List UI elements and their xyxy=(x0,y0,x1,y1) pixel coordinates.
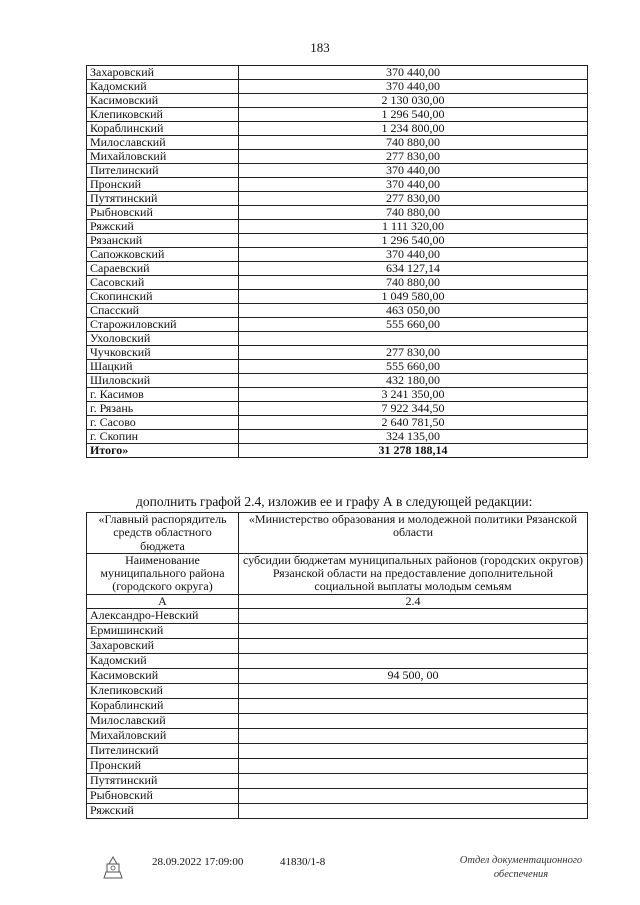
subsidy-value xyxy=(239,804,588,819)
header-municipality-label: Наименование муниципального района (городского округа) xyxy=(87,553,239,594)
table-row xyxy=(87,759,588,774)
subsidy-value xyxy=(239,789,588,804)
municipality-name: Захаровский xyxy=(87,639,239,654)
municipality-name: Путятинский xyxy=(87,774,239,789)
municipality-name: Сасовский xyxy=(87,276,239,290)
municipality-name: Пронский xyxy=(87,178,239,192)
table-row xyxy=(87,262,588,276)
header-subsidy-description: субсидии бюджетам муниципальных районов (городских округов) Рязанской области на предоставление дополнительной социальной выплаты молодым семьям xyxy=(239,553,588,594)
subsidy-value xyxy=(239,699,588,714)
amount-value: 740 880,00 xyxy=(239,136,588,150)
table-row xyxy=(87,699,588,714)
amount-value: 277 830,00 xyxy=(239,346,588,360)
table-row xyxy=(87,332,588,346)
amount-value: 432 180,00 xyxy=(239,374,588,388)
instruction-text: дополнить графой 2.4, изложив ее и графу А в следующей редакции: xyxy=(136,494,533,509)
amount-value: 370 440,00 xyxy=(239,80,588,94)
amount-value: 1 234 800,00 xyxy=(239,122,588,136)
footer-datetime: 28.09.2022 17:09:00 xyxy=(152,856,244,868)
table-row xyxy=(87,774,588,789)
municipality-name: Ухоловский xyxy=(87,332,239,346)
municipality-name: Ермишинский xyxy=(87,624,239,639)
amount-value: 1 296 540,00 xyxy=(239,108,588,122)
table-row xyxy=(87,346,588,360)
amount-value: 1 111 320,00 xyxy=(239,220,588,234)
municipality-name: г. Скопин xyxy=(87,430,239,444)
subsidy-value xyxy=(239,714,588,729)
table-row xyxy=(87,789,588,804)
municipality-name: Старожиловский xyxy=(87,318,239,332)
table-row xyxy=(87,248,588,262)
municipality-name: Милославский xyxy=(87,714,239,729)
municipality-name: Рыбновский xyxy=(87,789,239,804)
subsidy-value xyxy=(239,744,588,759)
page-number: 183 xyxy=(310,40,330,55)
header-row-names xyxy=(87,553,588,594)
municipality-name: Александро-Невский xyxy=(87,609,239,624)
amount-value: 2 130 030,00 xyxy=(239,94,588,108)
municipality-name: Ряжский xyxy=(87,804,239,819)
table-row xyxy=(87,304,588,318)
amount-value: 740 880,00 xyxy=(239,276,588,290)
table-row xyxy=(87,744,588,759)
table-row xyxy=(87,669,588,684)
amount-value: 463 050,00 xyxy=(239,304,588,318)
table-row xyxy=(87,654,588,669)
department-stamp: Отдел документационного обеспечения xyxy=(459,855,583,880)
table-row xyxy=(87,192,588,206)
table-row xyxy=(87,624,588,639)
municipality-name: Кораблинский xyxy=(87,122,239,136)
amount-value: 7 922 344,50 xyxy=(239,402,588,416)
amount-value: 370 440,00 xyxy=(239,248,588,262)
table-row xyxy=(87,402,588,416)
amount-value: 555 660,00 xyxy=(239,360,588,374)
appropriations-table xyxy=(86,65,588,458)
municipality-name: Кораблинский xyxy=(87,699,239,714)
total-row xyxy=(87,444,588,458)
municipality-name: Чучковский xyxy=(87,346,239,360)
municipality-name: Сараевский xyxy=(87,262,239,276)
municipality-name: Пителинский xyxy=(87,744,239,759)
subsidy-value xyxy=(239,654,588,669)
table-row xyxy=(87,206,588,220)
municipality-name: Шацкий xyxy=(87,360,239,374)
table-row xyxy=(87,388,588,402)
subsidy-value: 94 500, 00 xyxy=(239,669,588,684)
amount-value: 1 049 580,00 xyxy=(239,290,588,304)
table-row xyxy=(87,178,588,192)
table-row xyxy=(87,430,588,444)
table-row xyxy=(87,164,588,178)
municipality-name: Путятинский xyxy=(87,192,239,206)
amount-value: 324 135,00 xyxy=(239,430,588,444)
subsidy-value xyxy=(239,684,588,699)
municipality-name: Михайловский xyxy=(87,729,239,744)
table-row xyxy=(87,122,588,136)
municipality-name: Рязанский xyxy=(87,234,239,248)
amount-value: 2 640 781,50 xyxy=(239,416,588,430)
municipality-name: г. Касимов xyxy=(87,388,239,402)
table-row xyxy=(87,609,588,624)
municipality-name: Пителинский xyxy=(87,164,239,178)
amount-value: 370 440,00 xyxy=(239,164,588,178)
amount-value: 370 440,00 xyxy=(239,178,588,192)
emblem-icon xyxy=(98,852,128,882)
table-row xyxy=(87,684,588,699)
column-label-2-4: 2.4 xyxy=(239,594,588,608)
municipality-name: Клепиковский xyxy=(87,684,239,699)
new-column-table xyxy=(86,512,588,819)
subsidy-value xyxy=(239,729,588,744)
municipality-name: Пронский xyxy=(87,759,239,774)
municipality-name: г. Сасово xyxy=(87,416,239,430)
subsidy-value xyxy=(239,774,588,789)
municipality-name: Касимовский xyxy=(87,669,239,684)
municipality-name: Ряжский xyxy=(87,220,239,234)
amount-value: 740 880,00 xyxy=(239,206,588,220)
municipality-name: г. Рязань xyxy=(87,402,239,416)
column-label-a: А xyxy=(87,594,239,608)
municipality-name: Касимовский xyxy=(87,94,239,108)
table-row xyxy=(87,108,588,122)
table-row xyxy=(87,416,588,430)
subsidy-value xyxy=(239,639,588,654)
table-row xyxy=(87,136,588,150)
amount-value: 634 127,14 xyxy=(239,262,588,276)
header-row-distributor xyxy=(87,513,588,554)
municipality-name: Сапожковский xyxy=(87,248,239,262)
amount-value xyxy=(239,332,588,346)
municipality-name: Милославский xyxy=(87,136,239,150)
municipality-name: Захаровский xyxy=(87,66,239,80)
amount-value: 1 296 540,00 xyxy=(239,234,588,248)
column-label-row xyxy=(87,594,588,608)
amount-value: 370 440,00 xyxy=(239,66,588,80)
table-row xyxy=(87,360,588,374)
municipality-name: Спасский xyxy=(87,304,239,318)
amount-value: 555 660,00 xyxy=(239,318,588,332)
table-row xyxy=(87,80,588,94)
table-row xyxy=(87,639,588,654)
amount-value: 277 830,00 xyxy=(239,150,588,164)
amount-value: 277 830,00 xyxy=(239,192,588,206)
municipality-name: Михайловский xyxy=(87,150,239,164)
header-distributor-label: «Главный распорядитель средств областного бюджета xyxy=(87,513,239,554)
footer-doc-number: 41830/1-8 xyxy=(280,856,326,868)
table-row xyxy=(87,66,588,80)
table-row xyxy=(87,220,588,234)
total-value: 31 278 188,14 xyxy=(239,444,588,458)
municipality-name: Рыбновский xyxy=(87,206,239,220)
table-row xyxy=(87,94,588,108)
total-label: Итого» xyxy=(87,444,239,458)
municipality-name: Скопинский xyxy=(87,290,239,304)
table-row xyxy=(87,374,588,388)
table-row xyxy=(87,150,588,164)
table-row xyxy=(87,290,588,304)
municipality-name: Кадомский xyxy=(87,654,239,669)
amount-value: 3 241 350,00 xyxy=(239,388,588,402)
municipality-name: Клепиковский xyxy=(87,108,239,122)
municipality-name: Кадомский xyxy=(87,80,239,94)
table-row xyxy=(87,276,588,290)
subsidy-value xyxy=(239,759,588,774)
table-row xyxy=(87,318,588,332)
table-row xyxy=(87,729,588,744)
header-ministry: «Министерство образования и молодежной политики Рязанской области xyxy=(239,513,588,554)
subsidy-value xyxy=(239,624,588,639)
subsidy-value xyxy=(239,609,588,624)
table-row xyxy=(87,234,588,248)
municipality-name: Шиловский xyxy=(87,374,239,388)
table-row xyxy=(87,714,588,729)
table-row xyxy=(87,804,588,819)
